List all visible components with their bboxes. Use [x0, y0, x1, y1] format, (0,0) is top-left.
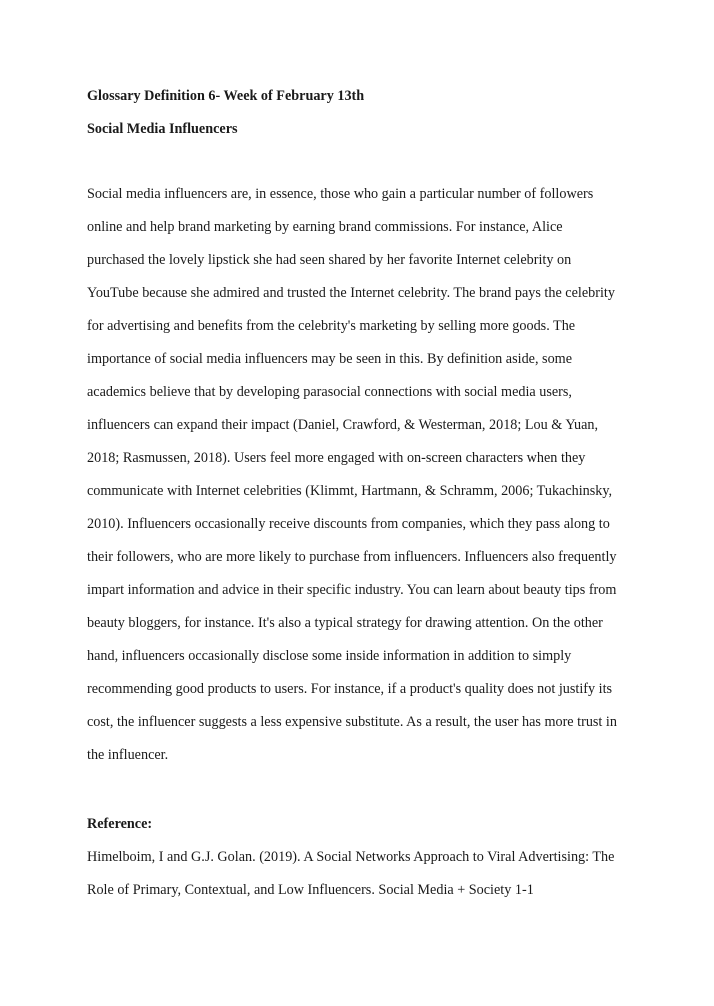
- body-line: communicate with Internet celebrities (Klimmt, Hartmann, & Schramm, 2006; Tukachinsky,: [87, 483, 613, 499]
- body-line: their followers, who are more likely to purchase from influencers. Influencers also frequently: [87, 549, 617, 565]
- body-line: 2010). Influencers occasionally receive discounts from companies, which they pass along to: [87, 516, 610, 532]
- body-line: importance of social media influencers may be seen in this. By definition aside, some: [87, 351, 573, 367]
- body-line: academics believe that by developing parasocial connections with social media users,: [87, 384, 572, 400]
- reference-heading: Reference:: [87, 816, 153, 832]
- body-line: the influencer.: [87, 747, 169, 763]
- body-line: cost, the influencer suggests a less expensive substitute. As a result, the user has more trust in: [87, 714, 617, 730]
- body-line: 2018; Rasmussen, 2018). Users feel more engaged with on-screen characters when they: [87, 450, 586, 466]
- body-line: Social media influencers are, in essence, those who gain a particular number of followers: [87, 186, 594, 202]
- body-line: influencers can expand their impact (Daniel, Crawford, & Westerman, 2018; Lou & Yuan,: [87, 417, 599, 433]
- reference-line: Role of Primary, Contextual, and Low Influencers. Social Media + Society 1-1: [87, 882, 534, 898]
- body-line: beauty bloggers, for instance. It's also a typical strategy for drawing attention. On the other: [87, 615, 603, 631]
- document-title: Glossary Definition 6- Week of February 13th: [87, 88, 365, 104]
- reference-line: Himelboim, I and G.J. Golan. (2019). A Social Networks Approach to Viral Advertising: The: [87, 849, 615, 865]
- body-line: purchased the lovely lipstick she had seen shared by her favorite Internet celebrity on: [87, 252, 572, 268]
- glossary-term: Social Media Influencers: [87, 121, 238, 137]
- body-line: online and help brand marketing by earning brand commissions. For instance, Alice: [87, 219, 563, 235]
- body-line: recommending good products to users. For instance, if a product's quality does not justify its: [87, 681, 613, 697]
- body-line: for advertising and benefits from the celebrity's marketing by selling more goods. The: [87, 318, 576, 334]
- body-line: YouTube because she admired and trusted the Internet celebrity. The brand pays the celebrity: [87, 285, 615, 301]
- body-line: hand, influencers occasionally disclose some inside information in addition to simply: [87, 648, 572, 664]
- body-line: impart information and advice in their specific industry. You can learn about beauty tips from: [87, 582, 617, 598]
